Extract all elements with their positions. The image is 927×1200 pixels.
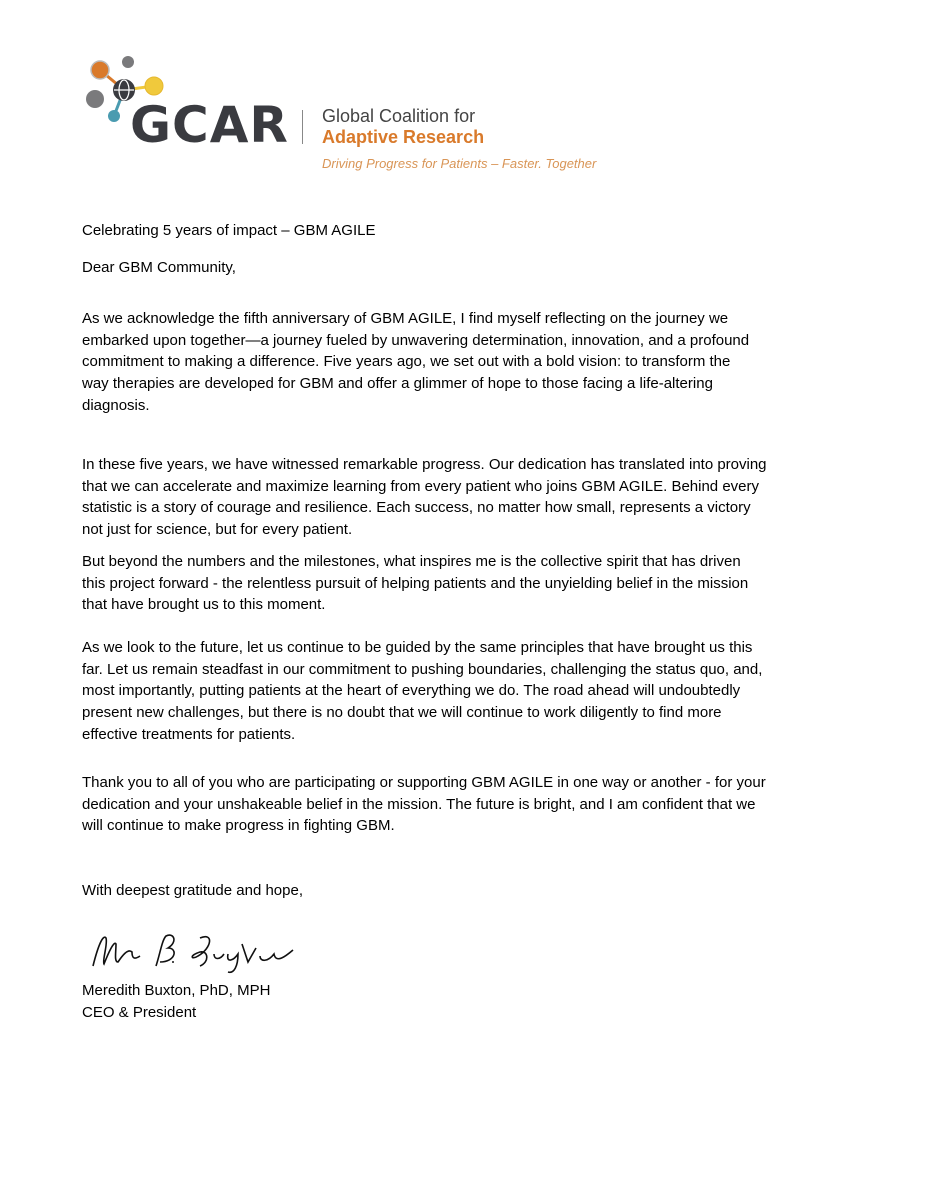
paragraph-line: As we acknowledge the fifth anniversary of GBM AGILE, I find myself reflecting on the journey we	[82, 310, 729, 327]
paragraph-line: dedication and your unshakeable belief in the mission. The future is bright, and I am confident that we	[82, 795, 756, 813]
letter-closing: With deepest gratitude and hope,	[82, 882, 303, 899]
paragraph-line: most importantly, putting patients at the heart of everything we do. The road ahead will undoubtedly	[82, 682, 741, 700]
signer-title: CEO & President	[82, 1004, 197, 1021]
letter-subject: Celebrating 5 years of impact – GBM AGILE	[82, 222, 376, 239]
logo-divider	[302, 110, 303, 144]
signer-name: Meredith Buxton, PhD, MPH	[82, 982, 271, 999]
paragraph-line: that have brought us to this moment.	[82, 596, 326, 614]
paragraph-line: way therapies are developed for GBM and offer a glimmer of hope to those facing a life-altering	[82, 375, 713, 393]
letter-paragraph	[82, 772, 766, 837]
paragraph-line: Thank you to all of you who are participating or supporting GBM AGILE in one way or another - for your	[82, 774, 766, 791]
letter-paragraph	[82, 454, 767, 541]
logo-tagline: Driving Progress for Patients – Faster. Together	[322, 156, 597, 171]
signature-icon	[88, 926, 303, 974]
paragraph-line: But beyond the numbers and the milestones, what inspires me is the collective spirit that has driven	[82, 553, 741, 570]
paragraph-line: will continue to make progress in fighting GBM.	[82, 817, 395, 835]
logo-fullname-line2: Adaptive Research	[322, 127, 485, 147]
paragraph-line: In these five years, we have witnessed remarkable progress. Our dedication has translated into proving	[82, 456, 767, 473]
paragraph-line: this project forward - the relentless pursuit of helping patients and the unyielding belief in the mission	[82, 574, 749, 592]
letter-paragraph	[82, 637, 762, 745]
logo-fullname-line1: Global Coalition for	[322, 106, 476, 126]
paragraph-line: As we look to the future, let us continue to be guided by the same principles that have brought us this	[82, 639, 753, 656]
paragraph-line: statistic is a story of courage and resilience. Each success, no matter how small, represents a victory	[82, 499, 751, 517]
paragraph-line: far. Let us remain steadfast in our commitment to pushing boundaries, challenging the status quo, and,	[82, 660, 763, 678]
paragraph-line: not just for science, but for every patient.	[82, 521, 353, 539]
paragraph-line: present new challenges, but there is no doubt that we will continue to work diligently to find more	[82, 704, 722, 722]
letter-salutation: Dear GBM Community,	[82, 259, 236, 276]
letter-paragraph	[82, 551, 748, 616]
logo-wordmark: GCAR	[130, 96, 289, 154]
paragraph-line: commitment to making a difference. Five years ago, we set out with a bold vision: to transform the	[82, 353, 731, 371]
letter-paragraph	[82, 308, 749, 416]
paragraph-line: that we can accelerate and maximize learning from every patient who joins GBM AGILE. Behind every	[82, 477, 759, 495]
paragraph-line: diagnosis.	[82, 396, 150, 414]
paragraph-line: effective treatments for patients.	[82, 725, 296, 743]
paragraph-line: embarked upon together—a journey fueled by unwavering determination, innovation, and a profound	[82, 331, 750, 349]
